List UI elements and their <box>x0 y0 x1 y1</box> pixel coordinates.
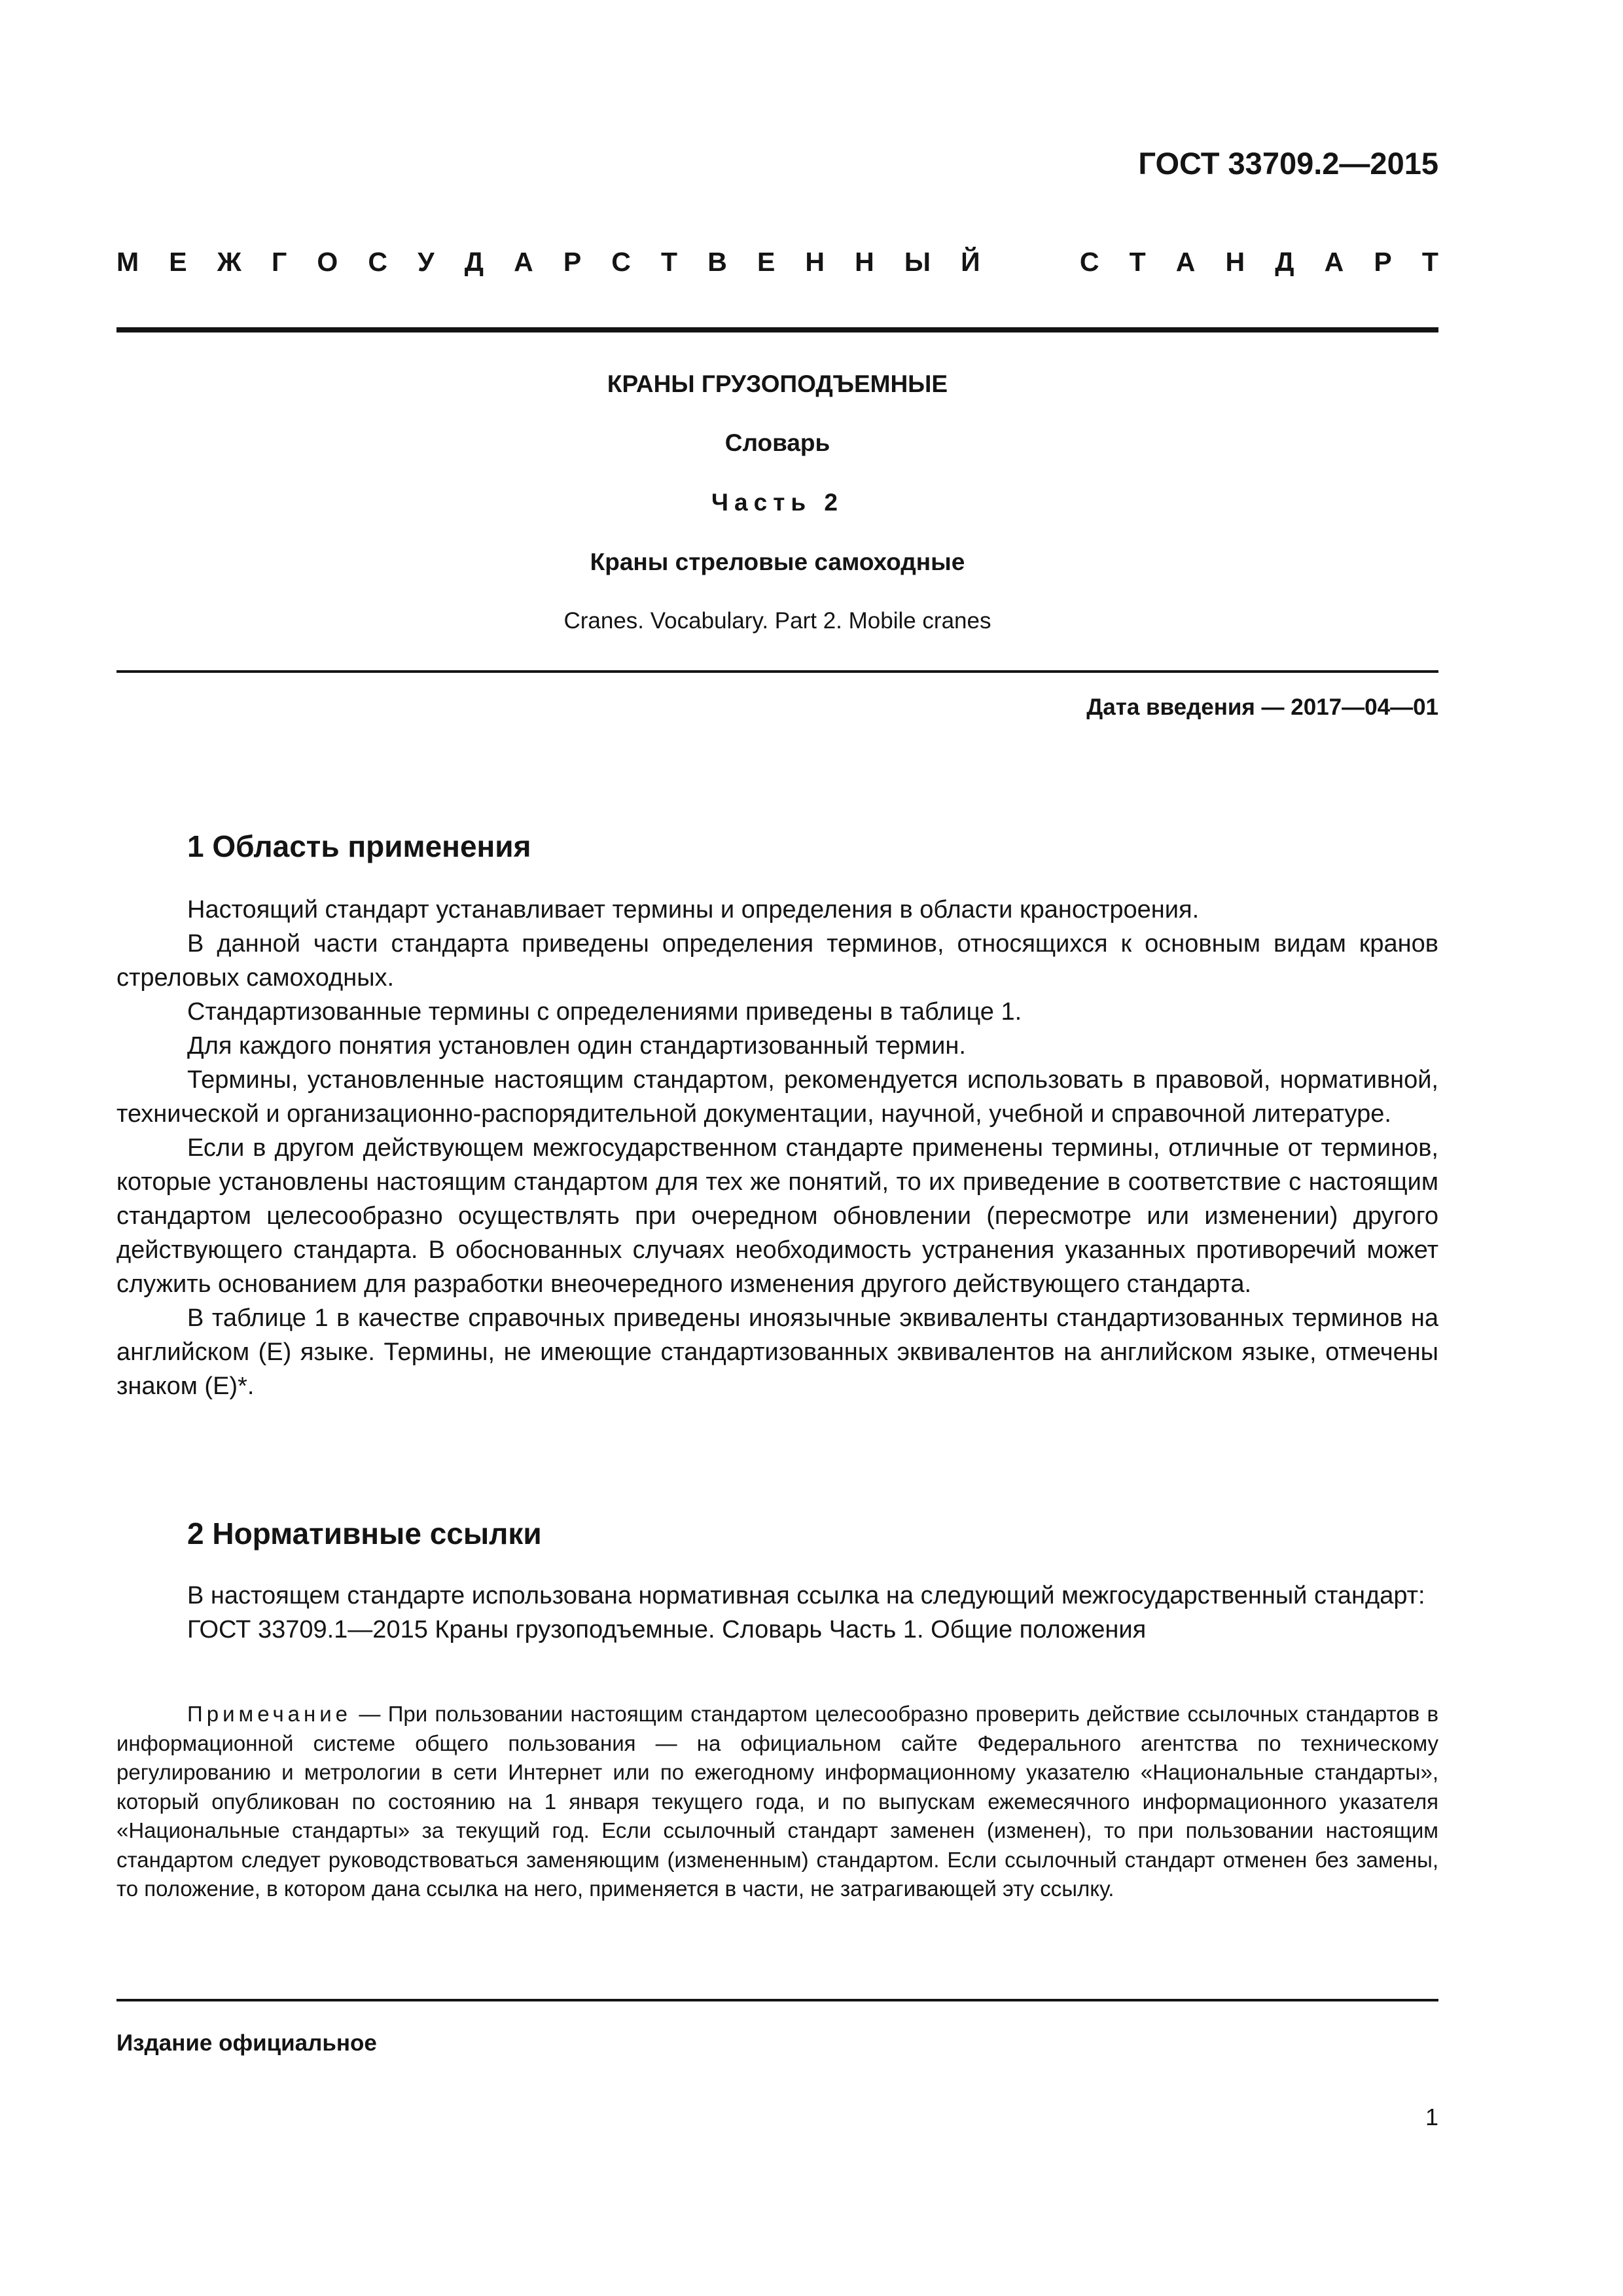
document-number: ГОСТ 33709.2—2015 <box>1138 146 1438 181</box>
paragraph: Для каждого понятия установлен один стандартизованный термин. <box>187 1032 966 1060</box>
title-sub: Словарь <box>724 429 830 456</box>
category-letter: А <box>514 247 533 277</box>
section-heading-references: 2 Нормативные ссылки <box>187 1516 542 1551</box>
category-letter: Р <box>563 247 582 277</box>
standard-category-header <box>116 247 1438 278</box>
paragraph: В настоящем стандарте использована нормативная ссылка на следующий межгосударственный стандарт: <box>187 1582 1425 1609</box>
category-letter: О <box>317 247 338 277</box>
category-letter: Р <box>1374 247 1392 277</box>
category-letter: Д <box>464 247 484 277</box>
paragraph: Термины, установленные настоящим стандартом, рекомендуется использовать в правовой, нормативной, технической и организационно-распорядительной документации, научной, учебной и справочной литературе. <box>116 1066 1438 1128</box>
paragraph: Если в другом действующем межгосударственном стандарте применены термины, отличные от терминов, которые установлены настоящим стандартом для тех же понятий, то их приведение в соответствие с настоящим стандартом целесообразно осуществлять при очередном обновлении (пересмотре или изменении) другого действующего стандарта. В обоснованных случаях необходимость устранения указанных противоречий может служить основанием для разработки внеочередного изменения другого действующего стандарта. <box>116 1134 1438 1298</box>
category-letter: А <box>1175 247 1196 277</box>
category-letter: У <box>418 247 435 277</box>
note-label: Примечание <box>187 1702 352 1726</box>
paragraph: В данной части стандарта приведены определения терминов, относящихся к основным видам кранов стреловых самоходных. <box>116 930 1438 992</box>
edition-label: Издание официальное <box>116 2030 377 2056</box>
title-part: Часть 2 <box>711 489 844 516</box>
category-letter: В <box>707 247 727 277</box>
category-letter: Е <box>169 247 187 277</box>
category-letter: Т <box>661 247 678 277</box>
paragraph: Стандартизованные термины с определениями приведены в таблице 1. <box>187 998 1022 1026</box>
title-part-name: Краны стреловые самоходные <box>590 548 965 575</box>
category-letter: Н <box>1225 247 1245 277</box>
category-letter: М <box>116 247 139 277</box>
title-main: КРАНЫ ГРУЗОПОДЪЕМНЫЕ <box>607 370 948 397</box>
section-heading-scope: 1 Область применения <box>187 829 531 863</box>
title-english: Cranes. Vocabulary. Part 2. Mobile cranes <box>563 608 991 634</box>
category-letter: Е <box>757 247 776 277</box>
section-body-references <box>116 1579 1438 1647</box>
title-divider <box>116 670 1438 673</box>
category-letter: Г <box>271 247 287 277</box>
page-number: 1 <box>1425 2104 1438 2130</box>
reference-note <box>116 1700 1438 1904</box>
section-body-scope <box>116 893 1438 1403</box>
category-letter: Н <box>805 247 825 277</box>
word-gap <box>1010 247 1050 278</box>
category-letter: А <box>1324 247 1344 277</box>
introduction-date: Дата введения — 2017—04—01 <box>1086 694 1438 720</box>
category-letter: С <box>611 247 631 277</box>
category-letter: Н <box>855 247 874 277</box>
header-divider <box>116 327 1438 332</box>
category-letter: С <box>1079 247 1099 277</box>
category-letter: Й <box>961 247 980 277</box>
reference-entry: ГОСТ 33709.1—2015 Краны грузоподъемные. Словарь Часть 1. Общие положения <box>187 1616 1147 1643</box>
footer-divider <box>116 1999 1438 2001</box>
paragraph: Настоящий стандарт устанавливает термины и определения в области краностроения. <box>187 896 1200 924</box>
category-letter: Т <box>1421 247 1438 277</box>
category-letter: Ы <box>904 247 931 277</box>
category-letter: С <box>368 247 387 277</box>
paragraph: В таблице 1 в качестве справочных приведены иноязычные эквиваленты стандартизованных терминов на английском (Е) языке. Термины, не имеющие стандартизованных эквивалентов на английском языке, отмечены знаком (Е)*. <box>116 1304 1438 1400</box>
category-letter: Т <box>1129 247 1146 277</box>
category-letter: Д <box>1275 247 1294 277</box>
note-text: — При пользовании настоящим стандартом целесообразно проверить действие ссылочных стандартов в информационной системе общего пользования — на официальном сайте Федерального агентства по техническому регулированию и метрологии в сети Интернет или по ежегодному информационному указателю «Национальные стандарты», который опубликован по состоянию на 1 января текущего года, и по выпускам ежемесячного информационного указателя «Национальные стандарты» за текущий год. Если ссылочный стандарт заменен (изменен), то при пользовании настоящим стандартом следует руководствоваться заменяющим (измененным) стандартом. Если ссылочный стандарт отменен без замены, то положение, в котором дана ссылка на него, применяется в части, не затрагивающей эту ссылку. <box>116 1702 1438 1901</box>
category-letter: Ж <box>217 247 241 277</box>
